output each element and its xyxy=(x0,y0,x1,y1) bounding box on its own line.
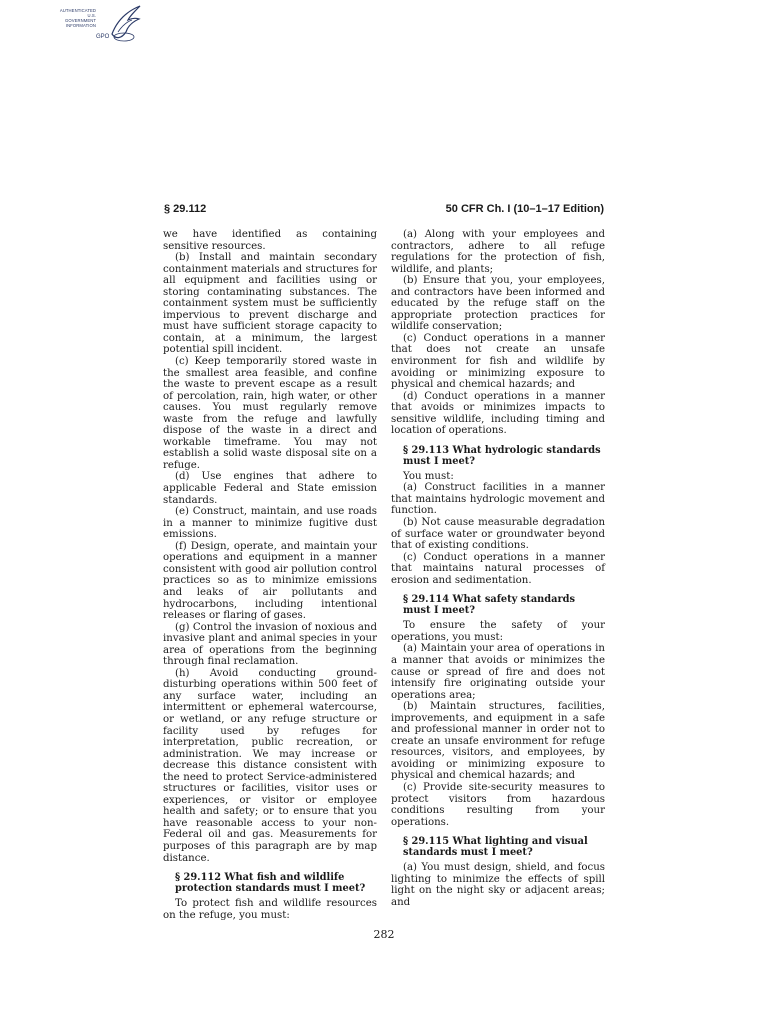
paragraph: You must: xyxy=(403,470,454,482)
paragraph: (c) Conduct operations in a manner that does not create an unsafe environment for fish and wildlife by avoiding or minimizing exposure to physical and chemical hazards; and xyxy=(391,332,605,391)
paragraph: we have identified as containing sensitive resources. xyxy=(163,229,377,252)
paragraph: (a) Along with your employees and contractors, adhere to all refuge regulations for the protection of fish, wildlife, and plants; xyxy=(391,229,605,275)
section-heading: § 29.114 What safety standards must I meet? xyxy=(403,594,576,617)
paragraph: (d) Use engines that adhere to applicable Federal and State emission standards. xyxy=(163,471,377,506)
paragraph: (b) Maintain structures, facilities, improvements, and equipment in a safe and professional manner in order not to create an unsafe environment for refuge resources, visitors, and employees, by avoiding or minimizing exposure to physical and chemical hazards; and xyxy=(391,701,605,782)
eagle-icon xyxy=(108,4,142,44)
paragraph: (b) Ensure that you, your employees, and contractors have been informed and educated by the refuge staff on the appropriate protection practices for wildlife conservation; xyxy=(391,275,605,333)
section-heading: § 29.112 What fish and wildlife protection standards must I meet? xyxy=(175,872,366,895)
paragraph: (f) Design, operate, and maintain your operations and equipment in a manner consistent with good air pollution control practices so as to minimize emissions and leaks of air pollutants and hydrocarbons, including intentional releases or flaring of gases. xyxy=(163,540,377,622)
section-number: § 29.112 xyxy=(164,203,207,215)
running-head xyxy=(164,203,604,219)
gpo-authentication-text xyxy=(56,8,96,28)
paragraph: (b) Install and maintain secondary containment materials and structures for all equipment and facilities using or storing contaminating substances. The containment system must be sufficiently impervious to prevent discharge and must have sufficient storage capacity to contain, at a minimum, the largest potential spill incident. xyxy=(163,252,377,356)
gpo-line: AUTHENTICATED xyxy=(59,8,96,13)
cfr-title: 50 CFR Ch. I (10–1–17 Edition) xyxy=(445,203,604,215)
section-heading: § 29.113 What hydrologic standards must I meet? xyxy=(403,444,601,467)
paragraph: (a) Construct facilities in a manner that maintains hydrologic movement and function. xyxy=(391,482,605,517)
section-heading: § 29.115 What lighting and visual standards must I meet? xyxy=(403,836,588,859)
paragraph: To ensure the safety of your operations, you must: xyxy=(391,620,605,643)
gpo-line: U.S. GOVERNMENT xyxy=(64,13,96,23)
page-number: 282 xyxy=(373,928,395,941)
paragraph: (e) Construct, maintain, and use roads in a manner to minimize fugitive dust emissions. xyxy=(163,506,377,541)
paragraph: (g) Control the invasion of noxious and invasive plant and animal species in your area of operations from the beginning through final reclamation. xyxy=(163,621,377,668)
gpo-line: INFORMATION xyxy=(65,23,96,28)
paragraph: (c) Provide site-security measures to protect visitors from hazardous conditions resulting from your operations. xyxy=(391,781,605,828)
paragraph: To protect fish and wildlife resources on the refuge, you must: xyxy=(163,898,377,921)
right-column xyxy=(391,229,605,908)
gpo-authentication-logo xyxy=(56,4,140,48)
gpo-word: GPO xyxy=(96,34,110,40)
paragraph: (d) Conduct operations in a manner that avoids or minimizes impacts to sensitive wildlife, including timing and location of operations. xyxy=(391,390,605,437)
paragraph: (b) Not cause measurable degradation of surface water or groundwater beyond that of existing conditions. xyxy=(391,517,605,552)
paragraph: (c) Keep temporarily stored waste in the smallest area feasible, and confine the waste to prevent escape as a result of percolation, rain, high water, or other causes. You must regularly remove waste from the refuge and lawfully dispose of the waste in a direct and workable timeframe. You may not establish a solid waste disposal site on a refuge. xyxy=(163,356,377,471)
paragraph: (a) You must design, shield, and focus lighting to minimize the effects of spill light on the night sky or adjacent areas; and xyxy=(391,862,605,908)
paragraph: (h) Avoid conducting ground-disturbing operations within 500 feet of any surface water, including an intermittent or ephemeral watercourse, or wetland, or any refuge structure or facility used by refuges for interpretation, public recreation, or administration. We may increase or decrease this distance consistent with the need to protect Service-administered structures or facilities, visitor uses or experiences, or visitor or employee health and safety; or to ensure that you have reasonable access to your non-Federal oil and gas. Measurements for purposes of this paragraph are by map distance. xyxy=(163,667,377,864)
paragraph: (a) Maintain your area of operations in a manner that avoids or minimizes the cause or spread of fire and does not intensify fire originating outside your operations area; xyxy=(391,643,605,701)
paragraph: (c) Conduct operations in a manner that maintains natural processes of erosion and sedimentation. xyxy=(391,551,605,586)
left-column xyxy=(163,229,377,921)
